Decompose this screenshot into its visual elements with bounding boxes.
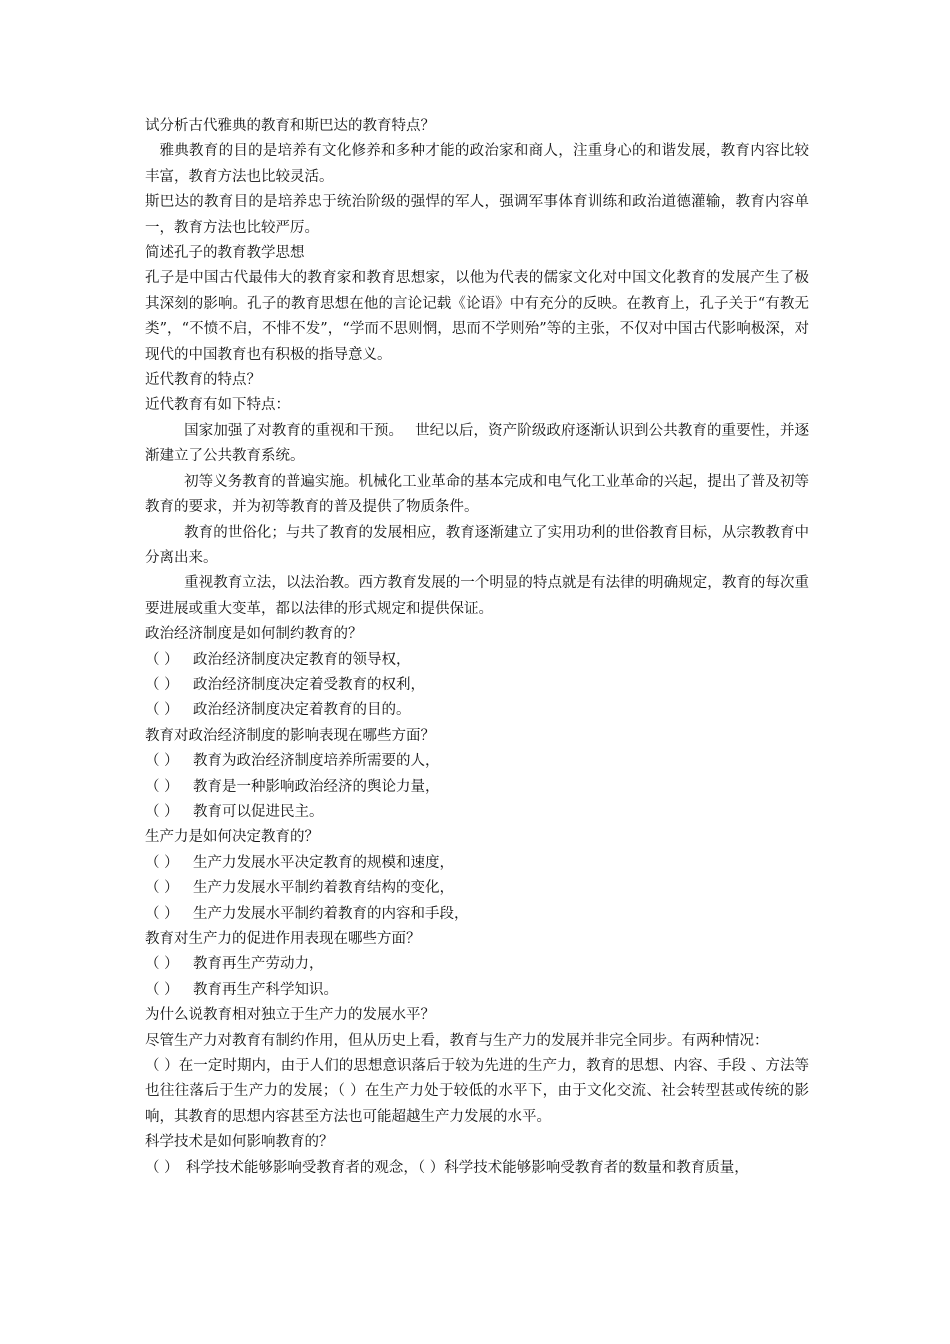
question-title: 简述孔子的教育教学思想 (145, 245, 305, 262)
question-title: 近代教育的特点？ (145, 372, 261, 389)
answer-paragraph: 国家加强了对教育的重视和干预。 世纪以后，资产阶级政府逐渐认识到公共教育的重要性，并逐渐建立了公共教育系统。 (145, 422, 809, 465)
question-title: 教育对政治经济制度的影响表现在哪些方面？ (145, 727, 435, 744)
answer-paragraph: 尽管生产力对教育有制约作用，但从历史上看，教育与生产力的发展并非完全同步。有两种情况： (145, 1032, 769, 1049)
answer-paragraph: 孔子是中国古代最伟大的教育家和教育思想家，以他为代表的儒家文化对中国文化教育的发展产生了极其深刻的影响。孔子的教育思想在他的言论记载《论语》中有充分的反映。在教育上，孔子关于“有教无类”，“不愤不启，不悱不发”，“学而不思则惘，思而不学则殆”等的主张，不仅对中国古代影响极深，对现代的中国教育也有积极的指导意义。 (145, 270, 809, 363)
answer-paragraph: 斯巴达的教育目的是培养忠于统治阶级的强悍的军人，强调军事体育训练和政治道德灌输，教育内容单一，教育方法也比较严厉。 (145, 194, 809, 236)
list-marker: （ ） (145, 854, 179, 871)
list-item-text: 教育再生产劳动力， (193, 956, 324, 973)
answer-paragraph: 重视教育立法，以法治教。西方教育发展的一个明显的特点就是有法律的明确规定，教育的每次重要进展或重大变革，都以法律的形式规定和提供保证。 (145, 575, 809, 617)
list-item-text: 生产力发展水平制约着教育结构的变化， (193, 880, 454, 897)
list-item (145, 648, 809, 673)
list-item (145, 978, 809, 1003)
list-item-text: 教育为政治经济制度培养所需要的人， (193, 753, 440, 770)
list-marker: （ ） (145, 702, 179, 719)
document-page (145, 114, 809, 1181)
answer-intro: 近代教育有如下特点： (145, 397, 290, 414)
list-item-text: 生产力发展水平制约着教育的内容和手段， (193, 905, 469, 922)
answer-paragraph: （ ） 科学技术能够影响受教育者的观念，（ ）科学技术能够影响受教育者的数量和教育质量， (145, 1159, 749, 1176)
list-marker: （ ） (145, 778, 179, 795)
list-item-text: 政治经济制度决定着受教育的权利， (193, 676, 425, 693)
list-marker: （ ） (145, 753, 179, 770)
list-item (145, 673, 809, 698)
list-item-text: 教育是一种影响政治经济的舆论力量， (193, 778, 440, 795)
list-item (145, 851, 809, 876)
answer-paragraph: 教育的世俗化；与共了教育的发展相应，教育逐渐建立了实用功利的世俗教育目标，从宗教教育中分离出来。 (145, 524, 809, 566)
list-item (145, 902, 809, 927)
list-item-text: 教育可以促进民主。 (193, 803, 324, 820)
list-item (145, 749, 809, 774)
list-item (145, 876, 809, 901)
list-marker: （ ） (145, 905, 179, 922)
list-item-text: 教育再生产科学知识。 (193, 981, 338, 998)
list-marker: （ ） (145, 803, 179, 820)
question-title: 为什么说教育相对独立于生产力的发展水平？ (145, 1007, 435, 1024)
list-item (145, 952, 809, 977)
list-item-text: 生产力发展水平决定教育的规模和速度， (193, 854, 454, 871)
question-title: 教育对生产力的促进作用表现在哪些方面？ (145, 931, 421, 947)
answer-paragraph: （ ）在一定时期内，由于人们的思想意识落后于较为先进的生产力，教育的思想、内容、手段 、方法等也往往落后于生产力的发展；（ ）在生产力处于较低的水平下，由于文化交流、社会转型甚或传统的影响，其教育的思想内容甚至方法也可能超越生产力发展的水平。 (145, 1058, 809, 1125)
list-marker: （ ） (145, 981, 179, 998)
list-item (145, 775, 809, 800)
answer-paragraph: 雅典教育的目的是培养有文化修养和多种才能的政治家和商人，注重身心的和谐发展，教育内容比较丰富，教育方法也比较灵活。 (145, 143, 809, 185)
list-item-text: 政治经济制度决定着教育的目的。 (193, 702, 411, 719)
list-item (145, 800, 809, 825)
list-marker: （ ） (145, 880, 179, 897)
list-item (145, 698, 809, 723)
question-title: 科学技术是如何影响教育的？ (145, 1134, 334, 1151)
question-title: 试分析古代雅典的教育和斯巴达的教育特点？ (145, 118, 435, 134)
question-title: 生产力是如何决定教育的？ (145, 829, 319, 846)
list-marker: （ ） (145, 956, 179, 973)
list-marker: （ ） (145, 651, 179, 668)
list-marker: （ ） (145, 676, 179, 693)
list-item-text: 政治经济制度决定教育的领导权， (193, 651, 411, 668)
answer-paragraph: 初等义务教育的普遍实施。机械化工业革命的基本完成和电气化工业革命的兴起，提出了普及初等教育的要求，并为初等教育的普及提供了物质条件。 (145, 473, 809, 516)
question-title: 政治经济制度是如何制约教育的？ (145, 626, 363, 643)
